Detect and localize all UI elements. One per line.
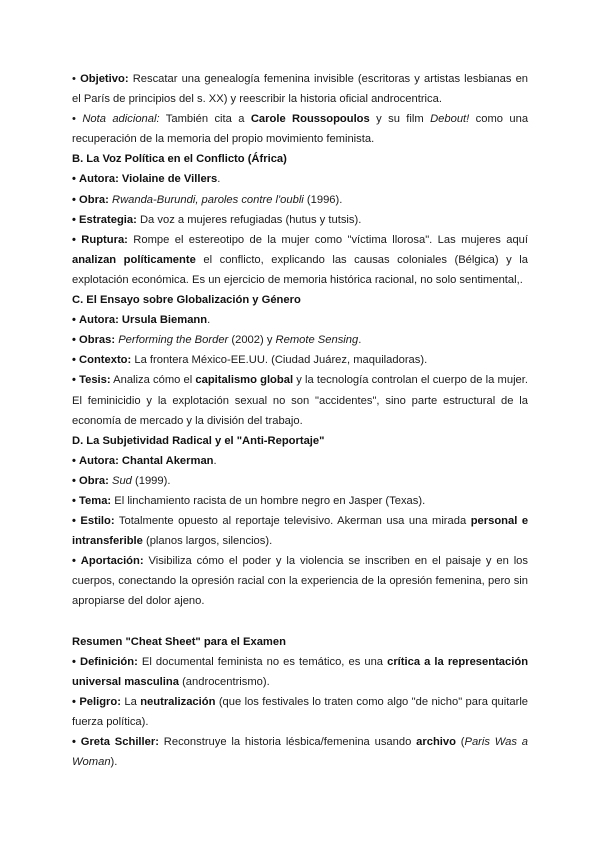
section-d-estilo-text1: Totalmente opuesto al reportaje televisivo. Akerman usa una mirada bbox=[118, 515, 467, 528]
section-b-autora-dot: . bbox=[217, 173, 221, 186]
section-d-aportacion-text: Visibiliza cómo el poder y la violencia se inscriben en el paisaje y en los cuerpos, conectando la opresión racial con la experiencia de la opresión femenina, pero sin apropiarse del dolor ajeno. bbox=[72, 555, 528, 608]
bullet: • bbox=[72, 113, 76, 126]
section-d-estilo-label: Estilo: bbox=[80, 515, 115, 528]
section-b-ruptura-text1: Rompe el estereotipo de la mujer como "víctima llorosa". Las mujeres aquí bbox=[133, 233, 529, 246]
section-b-estrategia bbox=[72, 210, 528, 230]
bullet: • bbox=[72, 515, 76, 528]
section-b-obra-title: Rwanda-Burundi, paroles contre l'oubli bbox=[111, 193, 304, 206]
summary-definicion-label: Definición: bbox=[80, 655, 138, 668]
section-d-aportacion-label: Aportación: bbox=[80, 555, 144, 568]
section-b-estrategia-label: Estrategia: bbox=[79, 213, 137, 226]
nota-film: Debout! bbox=[430, 113, 470, 126]
section-c-autora-dot: . bbox=[207, 314, 211, 327]
summary-greta-open: ( bbox=[460, 736, 465, 748]
section-d-estilo-text2: (planos largos, silencios). bbox=[145, 535, 273, 548]
summary-peligro-text2: (que los festivales lo traten como algo "de nicho" para quitarle fuerza política). bbox=[72, 695, 529, 728]
section-b-obra-label: Obra: bbox=[79, 193, 109, 206]
section-c-obra2: Remote Sensing bbox=[275, 334, 359, 347]
bullet: • bbox=[72, 314, 76, 327]
summary-definicion-bold: crítica a la representación universal masculina bbox=[72, 655, 529, 688]
section-c-obras-end: . bbox=[358, 334, 362, 347]
section-c-autora bbox=[72, 310, 528, 330]
section-d-estilo-bold1: personal bbox=[470, 515, 518, 528]
summary-greta-film: Paris Was a Woman bbox=[72, 736, 529, 769]
bullet: • bbox=[72, 736, 76, 748]
summary-greta-bold: archivo bbox=[416, 736, 456, 748]
nota-text-before: También cita a bbox=[165, 113, 245, 126]
bullet: • bbox=[72, 233, 76, 246]
section-c-heading-text: C. El Ensayo sobre Globalización y Género bbox=[72, 294, 301, 307]
section-d-tema-label: Tema: bbox=[79, 494, 112, 507]
summary-greta-label: Greta Schiller: bbox=[80, 736, 159, 748]
summary-peligro-text1: La bbox=[124, 695, 137, 708]
summary-peligro-label: Peligro: bbox=[79, 695, 121, 708]
summary-definicion-text1: El documental feminista no es temático, es una bbox=[141, 655, 384, 668]
bullet: • bbox=[72, 354, 76, 367]
summary-definicion bbox=[72, 652, 528, 692]
section-gap bbox=[72, 612, 528, 632]
section-b-autora-label: Autora: Violaine de Villers bbox=[79, 173, 218, 186]
bullet: • bbox=[72, 374, 76, 387]
section-c-obras-label: Obras: bbox=[79, 334, 116, 347]
bullet: • bbox=[72, 555, 76, 568]
section-d-obra-label: Obra: bbox=[79, 474, 109, 487]
section-c-tesis-text2: y la tecnología controlan el cuerpo de la mujer. El feminicidio y la explotación sexual no son "accidentes", sino parte estructural de la economía de mercado y la división del trabajo. bbox=[72, 374, 528, 427]
summary-greta-text1: Reconstruye la historia lésbica/femenina usando bbox=[163, 736, 412, 748]
section-b-obra bbox=[72, 190, 528, 210]
summary-heading bbox=[72, 632, 528, 652]
section-b-heading-text: B. La Voz Política en el Conflicto (África) bbox=[72, 153, 287, 166]
section-d-aportacion bbox=[72, 551, 528, 611]
section-b-obra-year: (1996). bbox=[306, 193, 343, 206]
objetivo-paragraph bbox=[72, 69, 528, 109]
bullet: • bbox=[72, 655, 76, 668]
section-b-heading bbox=[72, 149, 528, 169]
section-c-autora-label: Autora: Ursula Biemann bbox=[79, 314, 208, 327]
section-d-autora-dot: . bbox=[213, 454, 217, 467]
nota-text-mid: y su film bbox=[376, 113, 424, 126]
bullet: • bbox=[72, 334, 76, 347]
section-d-tema bbox=[72, 491, 528, 511]
section-d-estilo-bold2: intransferible bbox=[72, 535, 143, 548]
bullet: • bbox=[72, 73, 76, 85]
section-c-contexto-label: Contexto: bbox=[79, 354, 132, 367]
nota-name: Carole Roussopoulos bbox=[250, 113, 370, 126]
bullet: • bbox=[72, 173, 76, 186]
section-c-tesis-bold: capitalismo global bbox=[195, 374, 294, 387]
section-d-obra-title: Sud bbox=[111, 474, 132, 487]
bullet: • bbox=[72, 494, 76, 507]
bullet: • bbox=[72, 193, 76, 206]
section-c-tesis-label: Tesis: bbox=[79, 374, 111, 387]
summary-greta bbox=[72, 732, 528, 772]
section-d-obra-year: (1999). bbox=[135, 474, 171, 487]
objetivo-label: Objetivo: bbox=[80, 73, 129, 85]
section-c-obras bbox=[72, 330, 528, 350]
summary-heading-text: Resumen "Cheat Sheet" para el Examen bbox=[72, 635, 286, 648]
nota-paragraph bbox=[72, 109, 528, 149]
section-c-obra1: Performing the Border bbox=[118, 334, 229, 347]
section-d-heading-text: D. La Subjetividad Radical y el "Anti-Reportaje" bbox=[72, 434, 325, 447]
summary-peligro-bold: neutralización bbox=[140, 695, 216, 708]
section-d-tema-text: El linchamiento racista de un hombre negro en Jasper (Texas). bbox=[114, 494, 426, 507]
section-c-obras-mid: (2002) y bbox=[231, 334, 273, 347]
section-d-obra bbox=[72, 471, 528, 491]
section-b-ruptura-text2: el conflicto, explicando las causas coloniales (Bélgica) y la explotación económica. Es un ejercicio de memoria histórica racional, no solo sentimental,. bbox=[72, 253, 528, 286]
section-d-autora-label: Autora: Chantal Akerman bbox=[79, 454, 214, 467]
section-c-contexto-text: La frontera México-EE.UU. (Ciudad Juárez, maquiladoras). bbox=[134, 354, 428, 367]
section-b-ruptura bbox=[72, 230, 528, 290]
nota-label: Nota adicional: bbox=[82, 113, 160, 126]
summary-definicion-text2: (androcentrismo). bbox=[182, 675, 270, 688]
section-c-heading bbox=[72, 290, 528, 310]
section-d-heading bbox=[72, 431, 528, 451]
section-b-estrategia-text: Da voz a mujeres refugiadas (hutus y tutsis). bbox=[139, 213, 362, 226]
section-d-autora bbox=[72, 451, 528, 471]
section-b-ruptura-label: Ruptura: bbox=[81, 233, 128, 246]
section-b-ruptura-bold: analizan políticamente bbox=[72, 253, 196, 266]
nota-text-after: como una recuperación de la memoria del propio movimiento feminista. bbox=[72, 113, 529, 146]
section-b-autora bbox=[72, 169, 528, 189]
section-c-tesis bbox=[72, 370, 528, 430]
section-d-estilo bbox=[72, 511, 528, 551]
bullet: • bbox=[72, 454, 76, 467]
objetivo-text: Rescatar una genealogía femenina invisible (escritoras y artistas lesbianas en el París de principios del s. XX) y reescribir la historia oficial androcentrica. bbox=[72, 73, 529, 106]
bullet: • bbox=[72, 474, 76, 487]
summary-greta-close: ). bbox=[110, 756, 118, 769]
section-c-contexto bbox=[72, 350, 528, 370]
summary-peligro bbox=[72, 692, 528, 732]
bullet: • bbox=[72, 695, 76, 708]
section-d-estilo-and: e bbox=[521, 515, 529, 528]
bullet: • bbox=[72, 213, 76, 226]
section-c-tesis-text1: Analiza cómo el bbox=[113, 374, 193, 387]
